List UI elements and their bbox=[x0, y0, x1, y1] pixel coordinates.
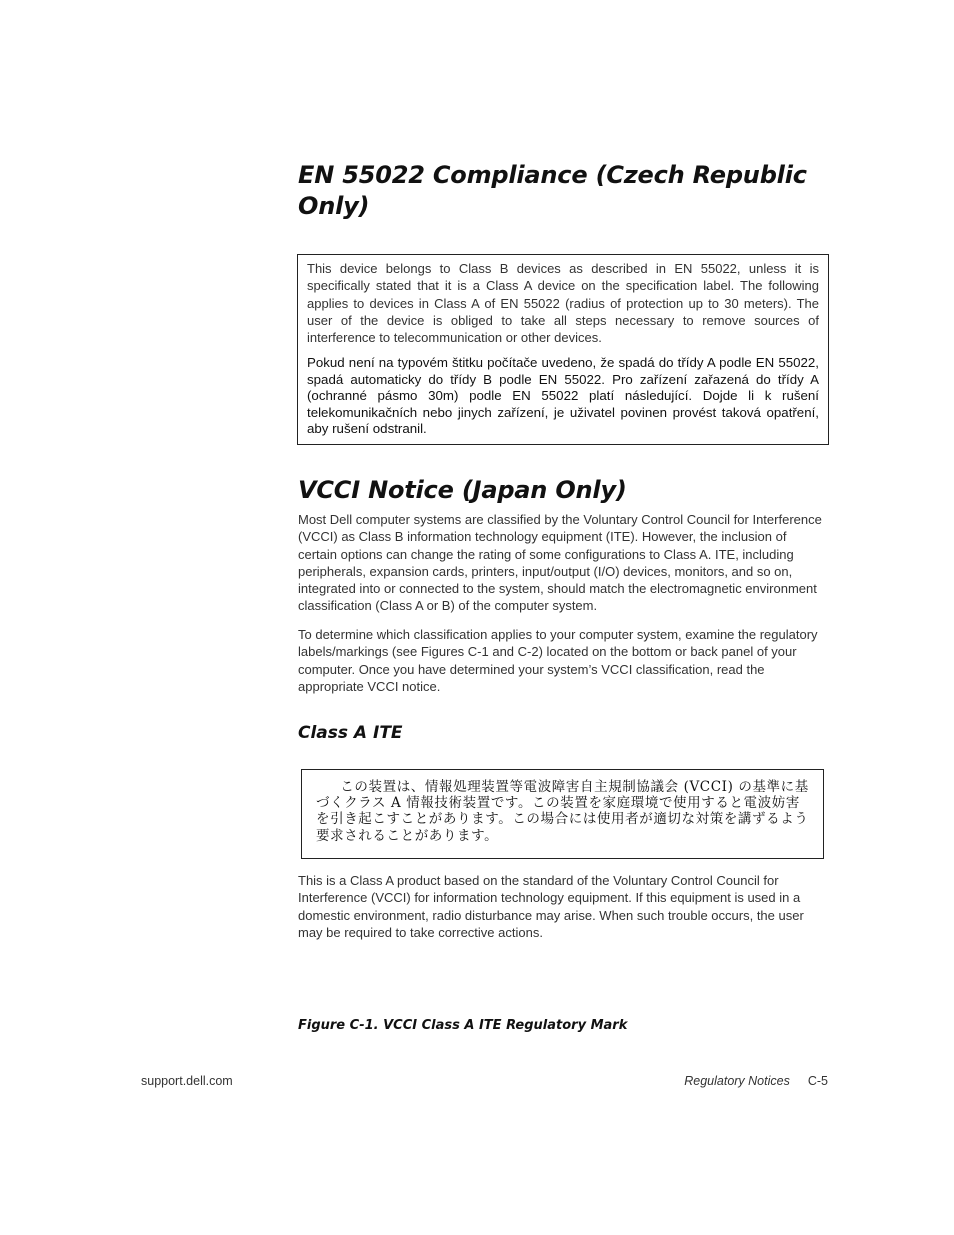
vcci-paragraph-1: Most Dell computer systems are classified by the Voluntary Control Council for Interference (VCCI) as Class B information technology equipment (ITE). However, the inclusion of certain options can change the rating of some configurations to Class A. ITE, including peripherals, expansion cards, printers, input/output (I/O) devices, monitors, and so on, integrated into or connected to the system, should match the electromagnetic environment classification (Class A or B) of the computer system. bbox=[298, 512, 822, 614]
en55022-notice-box bbox=[297, 254, 829, 445]
en55022-english-text: This device belongs to Class B devices as described in EN 55022, unless it is specifically stated that it is a Class A device on the specification label. The following applies to devices in Class A of EN 55022 (radius of protection up to 30 meters). The user of the device is obliged to take all steps necessary to remove sources of interference to telecommunication or other devices. bbox=[307, 261, 819, 346]
footer-page-info bbox=[684, 1074, 828, 1088]
vcci-paragraph-2: To determine which classification applies to your computer system, examine the regulatory labels/markings (see Figures C-1 and C-2) located on the bottom or back panel of your computer. Once you have determined your system’s VCCI classification, read the appropriate VCCI notice. bbox=[298, 627, 818, 694]
footer-site-link: support.dell.com bbox=[141, 1074, 233, 1088]
en55022-heading: EN 55022 Compliance (Czech Republic Only) bbox=[298, 161, 807, 220]
footer-page-number: C-5 bbox=[807, 1074, 828, 1088]
en55022-czech-text: Pokud není na typovém štitku počítače uvedeno, že spadá do třídy A podle EN 55022, spadá automaticky do třídy B podle EN 55022. Pro zařízení zařazená do třídy A (ochranné pásmo 30m) podle EN 55022 platí následující. Dojde li k rušení telekomunikačních nebo jinych zařízení, je uživatel povinen provést taková opatření, aby rušení odstranil. bbox=[307, 355, 819, 437]
footer-section-name: Regulatory Notices bbox=[684, 1074, 790, 1088]
vcci-class-a-mark bbox=[301, 769, 824, 859]
japanese-notice-text: この装置は、情報処理装置等電波障害自主規制協議会 (VCCI) の基準に基づくクラス A 情報技術装置です。この装置を家庭環境で使用すると電波妨害を引き起こすことがあります。この場合には使用者が適切な対策を講ずるよう要求されることがあります。 bbox=[316, 779, 809, 844]
class-a-heading: Class A ITE bbox=[298, 723, 403, 743]
figure-caption: Figure C-1. VCCI Class A ITE Regulatory Mark bbox=[298, 1018, 628, 1033]
vcci-heading: VCCI Notice (Japan Only) bbox=[298, 476, 627, 504]
class-a-paragraph: This is a Class A product based on the standard of the Voluntary Control Council for Interference (VCCI) for information technology equipment. If this equipment is used in a domestic environment, radio disturbance may arise. When such trouble occurs, the user may be required to take corrective actions. bbox=[298, 873, 804, 940]
